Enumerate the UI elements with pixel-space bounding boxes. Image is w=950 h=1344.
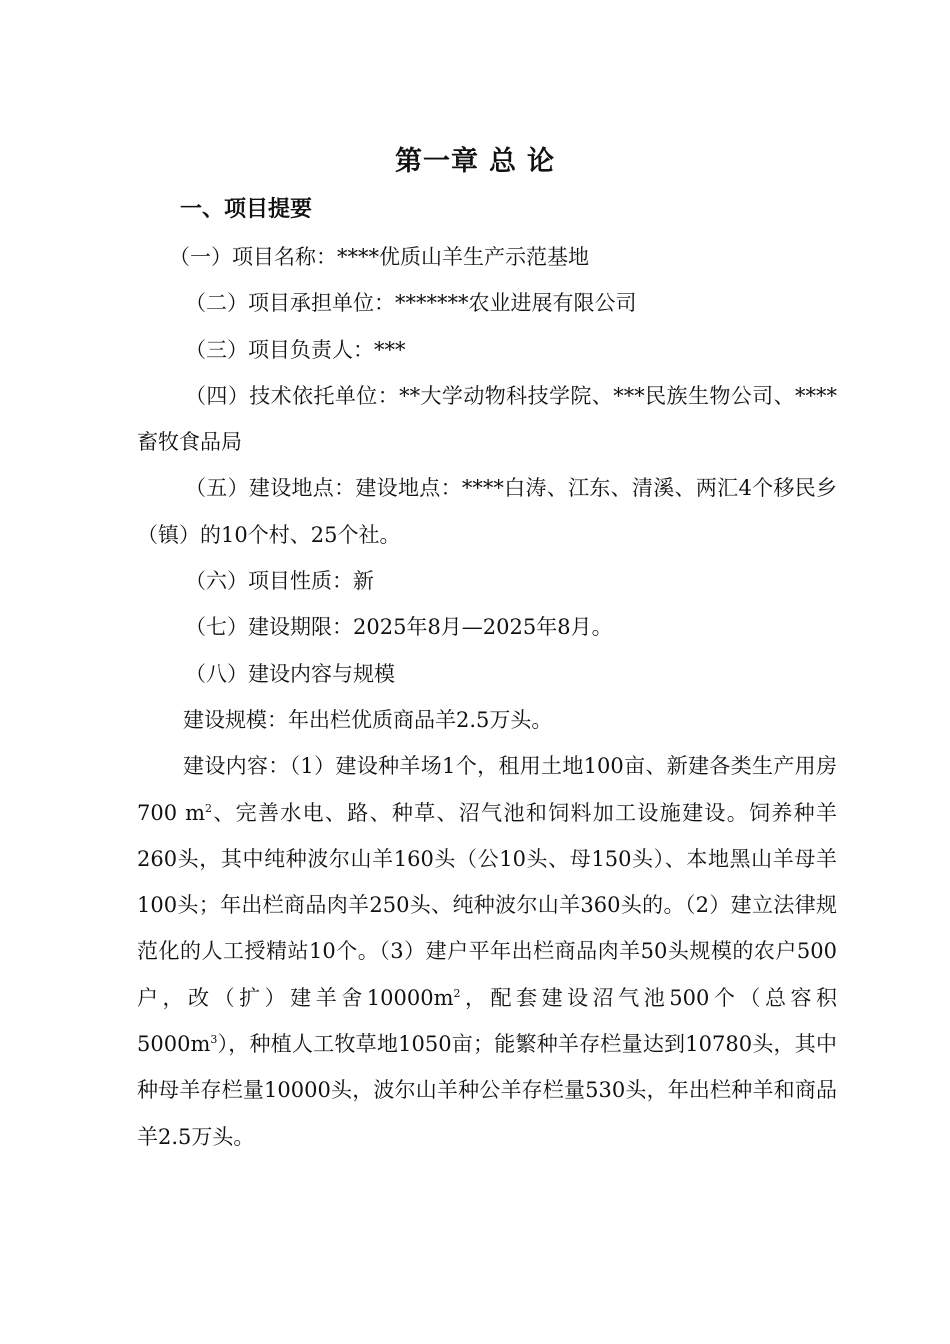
chapter-title-word-2: 论 — [527, 146, 555, 177]
chapter-title-number: 第一章 — [395, 146, 479, 177]
content-text-2: 、完善水电、路、种草、沼气池和饲料加工设施建设。饲养种羊260头，其中纯种波尔山羊160头（公10头、母150头）、本地黑山羊母羊100头；年出栏商品肉羊250头、纯种波尔山羊360头的。（2）建立法律规范化的人工授精站10个。（3）建户平年出栏商品肉羊50头规模的农户500户，改（扩）建羊舍10000m — [137, 800, 838, 1010]
item-project-name: （一）项目名称：****优质山羊生产示范基地 — [169, 245, 589, 269]
scale-paragraph: 建设规模：年出栏优质商品羊2.5万头。 — [183, 707, 553, 732]
content-paragraph — [137, 743, 837, 1160]
section-title: 一、项目提要 — [180, 197, 313, 222]
item-tech-support: （四）技术依托单位：**大学动物科技学院、***民族生物公司、****畜牧食品局 — [137, 383, 837, 455]
content-text-1: 建设内容：（1）建设种羊场1个，租用土地100亩、新建各类生产用房700 m — [137, 754, 837, 825]
chapter-title-word-1: 总 — [489, 146, 517, 177]
content-text-3: ，配套建设沼气池500个（总容积5000m — [137, 985, 837, 1057]
item-nature: （六）项目性质：新 — [185, 569, 374, 594]
superscript-3: 3 — [210, 1033, 218, 1047]
item-content-heading: （八）建设内容与规模 — [185, 661, 395, 686]
superscript-2-b: 2 — [453, 986, 461, 1000]
item-undertaker: （二）项目承担单位：*******农业进展有限公司 — [185, 291, 637, 316]
content-text-4: ），种植人工牧草地1050亩；能繁种羊存栏量达到10780头，其中种母羊存栏量10000头，波尔山羊种公羊存栏量530头，年出栏种羊和商品羊2.5万头。 — [137, 1032, 837, 1149]
chapter-title — [0, 140, 950, 184]
item-location: （五）建设地点：建设地点：****白涛、江东、清溪、两汇4个移民乡（镇）的10个村、25个社。 — [137, 476, 837, 547]
superscript-2-a: 2 — [205, 801, 212, 815]
item-period: （七）建设期限：2025年8月—2025年8月。 — [185, 615, 613, 640]
item-leader: （三）项目负责人：*** — [185, 337, 406, 362]
document-body — [137, 234, 837, 1160]
